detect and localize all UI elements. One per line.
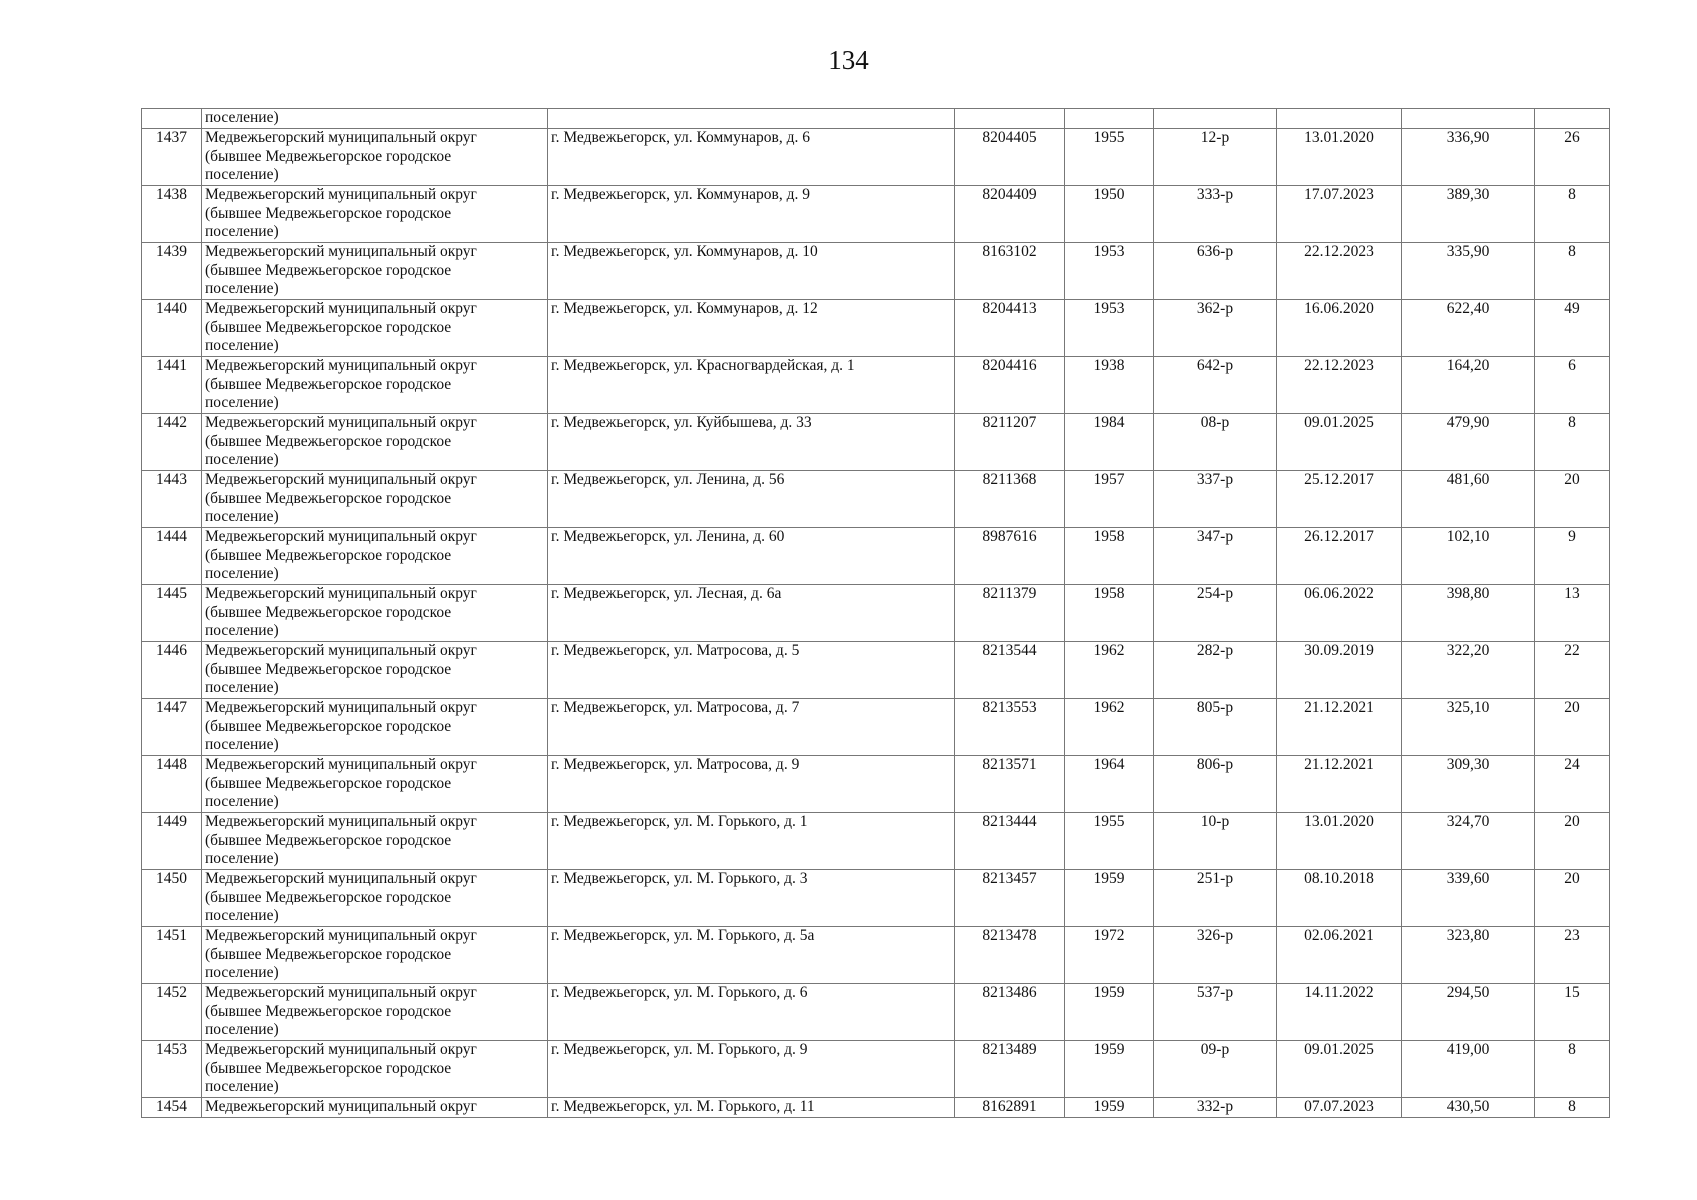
cell-date	[1277, 109, 1402, 129]
cell-year: 1984	[1065, 414, 1154, 471]
cell-document: 09-р	[1154, 1041, 1277, 1098]
cell-code: 8204405	[955, 129, 1065, 186]
table-row	[142, 927, 1610, 984]
cell-year: 1962	[1065, 699, 1154, 756]
cell-municipality	[202, 870, 548, 927]
table-row	[142, 300, 1610, 357]
cell-number: 1454	[142, 1098, 202, 1118]
cell-municipality	[202, 357, 548, 414]
cell-area: 419,00	[1402, 1041, 1535, 1098]
cell-date: 21.12.2021	[1277, 699, 1402, 756]
municipality-line: (бывшее Медвежьегорское городское	[205, 660, 452, 678]
cell-date: 22.12.2023	[1277, 357, 1402, 414]
cell-address	[548, 109, 955, 129]
cell-year	[1065, 109, 1154, 129]
municipality-line: поселение)	[205, 565, 279, 583]
cell-number: 1439	[142, 243, 202, 300]
cell-area: 309,30	[1402, 756, 1535, 813]
cell-code: 8987616	[955, 528, 1065, 585]
municipality-line: поселение)	[205, 850, 279, 868]
cell-count: 23	[1535, 927, 1610, 984]
cell-count: 20	[1535, 813, 1610, 870]
municipality-line: поселение)	[205, 907, 279, 925]
municipality-line: поселение)	[205, 1078, 279, 1096]
cell-address: г. Медвежьегорск, ул. Коммунаров, д. 12	[548, 300, 955, 357]
cell-year: 1962	[1065, 642, 1154, 699]
cell-date: 22.12.2023	[1277, 243, 1402, 300]
municipality-line: поселение)	[205, 166, 279, 184]
table-row	[142, 642, 1610, 699]
cell-number: 1441	[142, 357, 202, 414]
cell-area: 398,80	[1402, 585, 1535, 642]
cell-year: 1972	[1065, 927, 1154, 984]
cell-address: г. Медвежьегорск, ул. М. Горького, д. 3	[548, 870, 955, 927]
cell-area: 622,40	[1402, 300, 1535, 357]
cell-date: 13.01.2020	[1277, 813, 1402, 870]
cell-municipality	[202, 642, 548, 699]
cell-municipality	[202, 414, 548, 471]
cell-address: г. Медвежьегорск, ул. Лесная, д. 6а	[548, 585, 955, 642]
municipality-line: Медвежьегорский муниципальный округ	[205, 585, 477, 602]
municipality-line: Медвежьегорский муниципальный округ	[205, 927, 477, 944]
cell-document: 347-р	[1154, 528, 1277, 585]
cell-number: 1452	[142, 984, 202, 1041]
cell-count: 24	[1535, 756, 1610, 813]
table-row	[142, 813, 1610, 870]
cell-count	[1535, 109, 1610, 129]
table-row	[142, 414, 1610, 471]
cell-date: 09.01.2025	[1277, 414, 1402, 471]
cell-document: 332-р	[1154, 1098, 1277, 1118]
cell-area: 389,30	[1402, 186, 1535, 243]
cell-date: 06.06.2022	[1277, 585, 1402, 642]
cell-code: 8213544	[955, 642, 1065, 699]
cell-date: 08.10.2018	[1277, 870, 1402, 927]
cell-area: 336,90	[1402, 129, 1535, 186]
table-row	[142, 186, 1610, 243]
cell-municipality	[202, 699, 548, 756]
cell-area: 322,20	[1402, 642, 1535, 699]
cell-document: 326-р	[1154, 927, 1277, 984]
cell-date: 25.12.2017	[1277, 471, 1402, 528]
cell-code: 8213486	[955, 984, 1065, 1041]
cell-address: г. Медвежьегорск, ул. Ленина, д. 60	[548, 528, 955, 585]
cell-address: г. Медвежьегорск, ул. М. Горького, д. 6	[548, 984, 955, 1041]
cell-municipality	[202, 1041, 548, 1098]
municipality-line: (бывшее Медвежьегорское городское	[205, 603, 452, 621]
cell-number: 1443	[142, 471, 202, 528]
cell-number: 1446	[142, 642, 202, 699]
cell-year: 1959	[1065, 984, 1154, 1041]
cell-year: 1938	[1065, 357, 1154, 414]
cell-area: 324,70	[1402, 813, 1535, 870]
municipality-line: поселение)	[205, 964, 279, 982]
municipality-line: поселение)	[205, 736, 279, 754]
cell-code: 8211379	[955, 585, 1065, 642]
cell-number: 1437	[142, 129, 202, 186]
table-row	[142, 984, 1610, 1041]
municipality-line: (бывшее Медвежьегорское городское	[205, 261, 452, 279]
municipality-line: (бывшее Медвежьегорское городское	[205, 831, 452, 849]
municipality-line: (бывшее Медвежьегорское городское	[205, 147, 452, 165]
cell-number: 1450	[142, 870, 202, 927]
cell-year: 1959	[1065, 870, 1154, 927]
cell-municipality	[202, 243, 548, 300]
cell-area	[1402, 109, 1535, 129]
cell-address: г. Медвежьегорск, ул. Ленина, д. 56	[548, 471, 955, 528]
cell-year: 1964	[1065, 756, 1154, 813]
cell-year: 1955	[1065, 813, 1154, 870]
municipality-line: Медвежьегорский муниципальный округ	[205, 813, 477, 830]
municipality-line: поселение)	[205, 508, 279, 526]
cell-address: г. Медвежьегорск, ул. Красногвардейская, д. 1	[548, 357, 955, 414]
municipality-line: Медвежьегорский муниципальный округ	[205, 186, 477, 203]
cell-municipality	[202, 813, 548, 870]
housing-registry-table	[141, 108, 1610, 1118]
cell-area: 481,60	[1402, 471, 1535, 528]
cell-address: г. Медвежьегорск, ул. Куйбышева, д. 33	[548, 414, 955, 471]
municipality-line: поселение)	[205, 337, 279, 355]
cell-document: 642-р	[1154, 357, 1277, 414]
municipality-line: Медвежьегорский муниципальный округ	[205, 756, 477, 773]
municipality-line: (бывшее Медвежьегорское городское	[205, 489, 452, 507]
cell-address: г. Медвежьегорск, ул. Коммунаров, д. 6	[548, 129, 955, 186]
cell-date: 26.12.2017	[1277, 528, 1402, 585]
cell-code: 8204416	[955, 357, 1065, 414]
cell-code: 8213553	[955, 699, 1065, 756]
cell-code: 8162891	[955, 1098, 1065, 1118]
cell-date: 13.01.2020	[1277, 129, 1402, 186]
cell-code: 8213478	[955, 927, 1065, 984]
cell-address: г. Медвежьегорск, ул. М. Горького, д. 5а	[548, 927, 955, 984]
cell-area: 335,90	[1402, 243, 1535, 300]
cell-number: 1444	[142, 528, 202, 585]
cell-document: 805-р	[1154, 699, 1277, 756]
table-row	[142, 129, 1610, 186]
table-row	[142, 870, 1610, 927]
municipality-line: Медвежьегорский муниципальный округ	[205, 243, 477, 260]
cell-document: 333-р	[1154, 186, 1277, 243]
municipality-line: Медвежьегорский муниципальный округ	[205, 471, 477, 488]
cell-document: 337-р	[1154, 471, 1277, 528]
cell-area: 164,20	[1402, 357, 1535, 414]
cell-count: 8	[1535, 243, 1610, 300]
cell-address: г. Медвежьегорск, ул. М. Горького, д. 11	[548, 1098, 955, 1118]
cell-area: 479,90	[1402, 414, 1535, 471]
municipality-line: Медвежьегорский муниципальный округ	[205, 642, 477, 659]
municipality-line: поселение)	[205, 1021, 279, 1039]
cell-count: 49	[1535, 300, 1610, 357]
cell-area: 294,50	[1402, 984, 1535, 1041]
cell-municipality: Медвежьегорский муниципальный округ	[202, 1098, 548, 1118]
cell-document: 251-р	[1154, 870, 1277, 927]
cell-code: 8204409	[955, 186, 1065, 243]
cell-count: 8	[1535, 1041, 1610, 1098]
table-row	[142, 1041, 1610, 1098]
cell-date: 02.06.2021	[1277, 927, 1402, 984]
cell-count: 20	[1535, 471, 1610, 528]
cell-date: 21.12.2021	[1277, 756, 1402, 813]
table-row	[142, 243, 1610, 300]
cell-count: 26	[1535, 129, 1610, 186]
municipality-line: Медвежьегорский муниципальный округ	[205, 984, 477, 1001]
table-row-partial	[142, 1098, 1610, 1118]
cell-document: 636-р	[1154, 243, 1277, 300]
cell-document: 282-р	[1154, 642, 1277, 699]
cell-count: 22	[1535, 642, 1610, 699]
cell-municipality	[202, 471, 548, 528]
cell-count: 8	[1535, 186, 1610, 243]
municipality-line: Медвежьегорский муниципальный округ	[205, 414, 477, 431]
cell-number	[142, 109, 202, 129]
cell-municipality: поселение)	[202, 109, 548, 129]
municipality-line: (бывшее Медвежьегорское городское	[205, 888, 452, 906]
cell-code: 8213444	[955, 813, 1065, 870]
cell-number: 1447	[142, 699, 202, 756]
cell-year: 1958	[1065, 585, 1154, 642]
municipality-line: Медвежьегорский муниципальный округ	[205, 300, 477, 317]
table-row	[142, 585, 1610, 642]
cell-address: г. Медвежьегорск, ул. Матросова, д. 7	[548, 699, 955, 756]
cell-date: 30.09.2019	[1277, 642, 1402, 699]
cell-municipality	[202, 300, 548, 357]
municipality-line: поселение)	[205, 793, 279, 811]
cell-number: 1453	[142, 1041, 202, 1098]
cell-municipality	[202, 129, 548, 186]
municipality-line: поселение)	[205, 451, 279, 469]
cell-count: 20	[1535, 699, 1610, 756]
cell-number: 1442	[142, 414, 202, 471]
cell-code: 8211368	[955, 471, 1065, 528]
municipality-line: поселение)	[205, 223, 279, 241]
cell-year: 1950	[1065, 186, 1154, 243]
cell-address: г. Медвежьегорск, ул. М. Горького, д. 1	[548, 813, 955, 870]
table-row	[142, 756, 1610, 813]
cell-address: г. Медвежьегорск, ул. Матросова, д. 9	[548, 756, 955, 813]
cell-area: 102,10	[1402, 528, 1535, 585]
cell-date: 14.11.2022	[1277, 984, 1402, 1041]
cell-document	[1154, 109, 1277, 129]
page-number: 134	[828, 45, 869, 75]
cell-document: 10-р	[1154, 813, 1277, 870]
cell-year: 1955	[1065, 129, 1154, 186]
cell-address: г. Медвежьегорск, ул. Коммунаров, д. 9	[548, 186, 955, 243]
cell-code: 8211207	[955, 414, 1065, 471]
cell-municipality	[202, 186, 548, 243]
municipality-line: поселение)	[205, 622, 279, 640]
municipality-line: Медвежьегорский муниципальный округ	[205, 870, 477, 887]
cell-code: 8213457	[955, 870, 1065, 927]
cell-count: 20	[1535, 870, 1610, 927]
municipality-line: (бывшее Медвежьегорское городское	[205, 945, 452, 963]
municipality-line: Медвежьегорский муниципальный округ	[205, 699, 477, 716]
municipality-line: поселение)	[205, 679, 279, 697]
cell-date: 16.06.2020	[1277, 300, 1402, 357]
table-row	[142, 528, 1610, 585]
cell-number: 1440	[142, 300, 202, 357]
municipality-line: поселение)	[205, 280, 279, 298]
cell-year: 1957	[1065, 471, 1154, 528]
municipality-line: (бывшее Медвежьегорское городское	[205, 546, 452, 564]
municipality-line: (бывшее Медвежьегорское городское	[205, 717, 452, 735]
cell-year: 1953	[1065, 300, 1154, 357]
cell-area: 430,50	[1402, 1098, 1535, 1118]
cell-document: 12-р	[1154, 129, 1277, 186]
cell-year: 1959	[1065, 1041, 1154, 1098]
cell-address: г. Медвежьегорск, ул. М. Горького, д. 9	[548, 1041, 955, 1098]
cell-area: 339,60	[1402, 870, 1535, 927]
municipality-line: (бывшее Медвежьегорское городское	[205, 318, 452, 336]
table-row	[142, 471, 1610, 528]
cell-code: 8163102	[955, 243, 1065, 300]
cell-address: г. Медвежьегорск, ул. Коммунаров, д. 10	[548, 243, 955, 300]
municipality-line: (бывшее Медвежьегорское городское	[205, 375, 452, 393]
table-row	[142, 699, 1610, 756]
cell-document: 806-р	[1154, 756, 1277, 813]
cell-number: 1448	[142, 756, 202, 813]
cell-address: г. Медвежьегорск, ул. Матросова, д. 5	[548, 642, 955, 699]
cell-municipality	[202, 585, 548, 642]
cell-number: 1438	[142, 186, 202, 243]
cell-area: 325,10	[1402, 699, 1535, 756]
cell-year: 1958	[1065, 528, 1154, 585]
table-row-continued	[142, 109, 1610, 129]
cell-municipality	[202, 927, 548, 984]
cell-area: 323,80	[1402, 927, 1535, 984]
municipality-line: (бывшее Медвежьегорское городское	[205, 1059, 452, 1077]
cell-municipality	[202, 528, 548, 585]
municipality-line: Медвежьегорский муниципальный округ	[205, 129, 477, 146]
cell-count: 13	[1535, 585, 1610, 642]
cell-count: 8	[1535, 414, 1610, 471]
cell-document: 362-р	[1154, 300, 1277, 357]
cell-code: 8213489	[955, 1041, 1065, 1098]
cell-date: 09.01.2025	[1277, 1041, 1402, 1098]
municipality-line: Медвежьегорский муниципальный округ	[205, 528, 477, 545]
cell-number: 1445	[142, 585, 202, 642]
table-row	[142, 357, 1610, 414]
cell-count: 8	[1535, 1098, 1610, 1118]
cell-count: 15	[1535, 984, 1610, 1041]
municipality-line: Медвежьегорский муниципальный округ	[205, 1041, 477, 1058]
cell-number: 1449	[142, 813, 202, 870]
cell-code: 8204413	[955, 300, 1065, 357]
cell-date: 17.07.2023	[1277, 186, 1402, 243]
cell-document: 537-р	[1154, 984, 1277, 1041]
municipality-line: (бывшее Медвежьегорское городское	[205, 774, 452, 792]
cell-date: 07.07.2023	[1277, 1098, 1402, 1118]
municipality-line: Медвежьегорский муниципальный округ	[205, 357, 477, 374]
cell-code: 8213571	[955, 756, 1065, 813]
cell-count: 9	[1535, 528, 1610, 585]
municipality-line: поселение)	[205, 394, 279, 412]
cell-count: 6	[1535, 357, 1610, 414]
cell-code	[955, 109, 1065, 129]
cell-year: 1953	[1065, 243, 1154, 300]
cell-year: 1959	[1065, 1098, 1154, 1118]
cell-document: 254-р	[1154, 585, 1277, 642]
cell-municipality	[202, 756, 548, 813]
municipality-line: (бывшее Медвежьегорское городское	[205, 1002, 452, 1020]
municipality-line: (бывшее Медвежьегорское городское	[205, 204, 452, 222]
cell-municipality	[202, 984, 548, 1041]
cell-number: 1451	[142, 927, 202, 984]
cell-document: 08-р	[1154, 414, 1277, 471]
municipality-line: (бывшее Медвежьегорское городское	[205, 432, 452, 450]
